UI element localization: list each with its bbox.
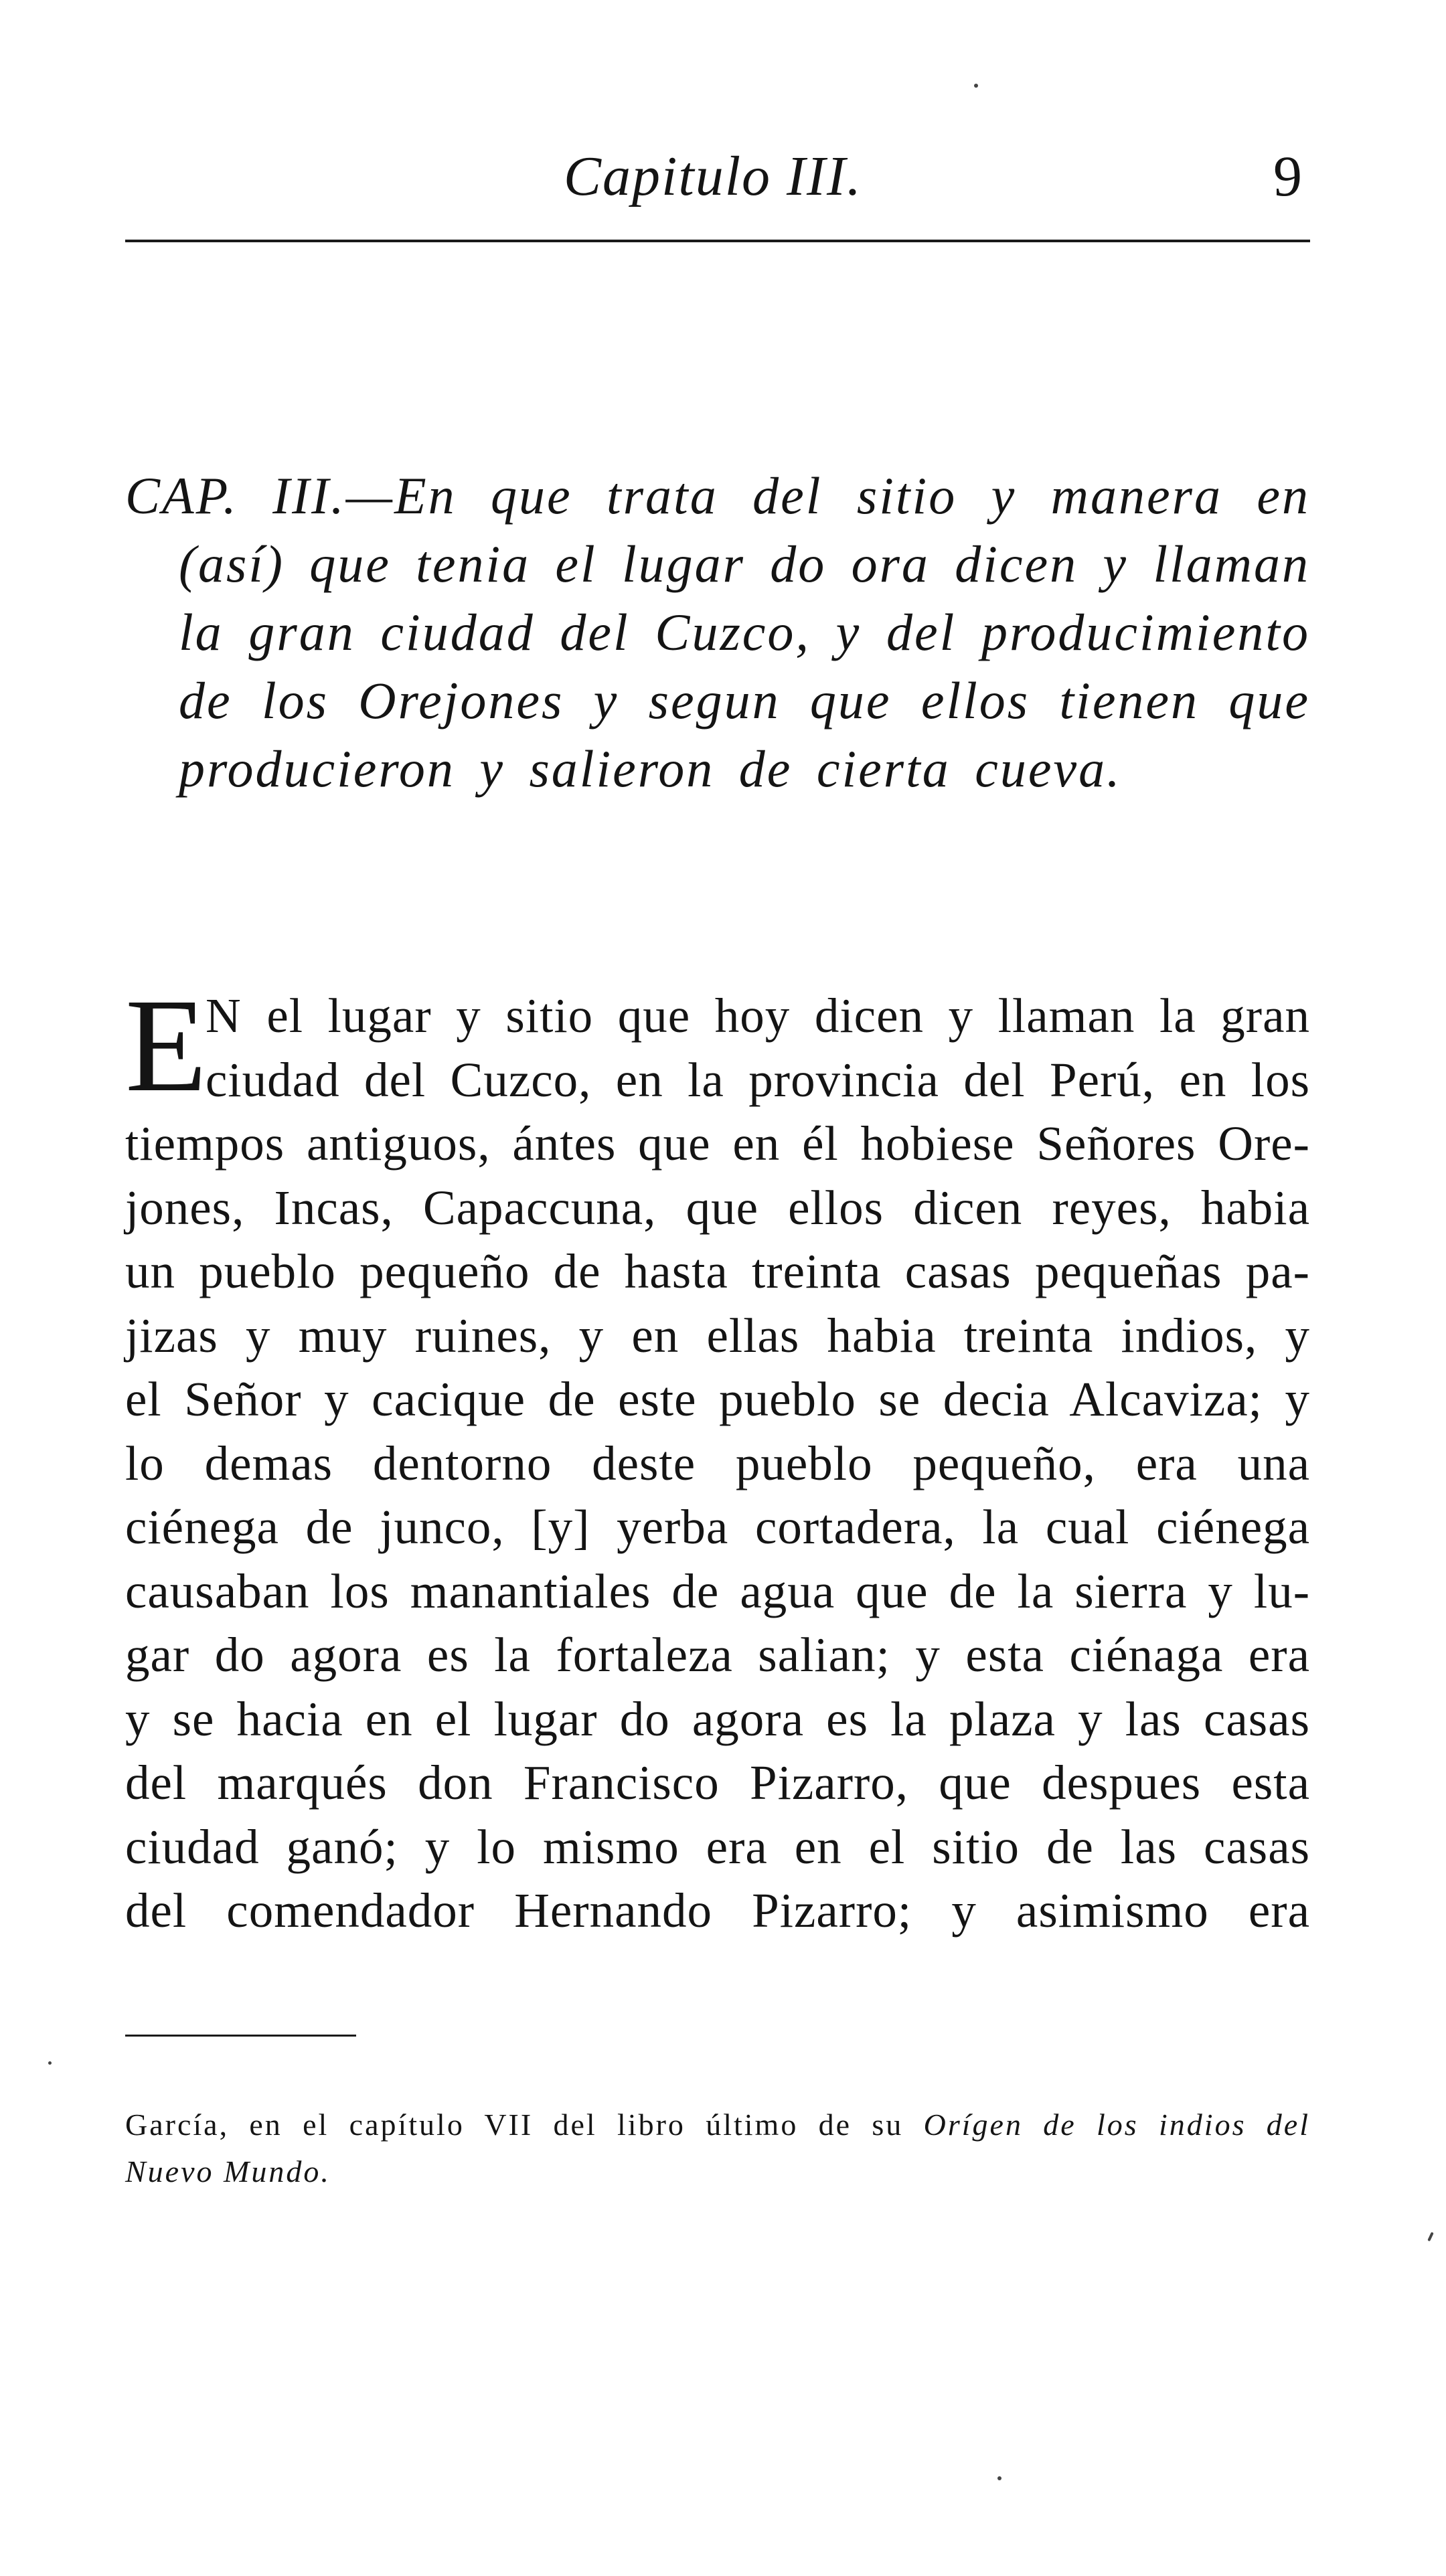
chapter-heading-line: producieron y salieron de cierta cueva. <box>179 740 1122 798</box>
body-line: del comendador Hernando Pizarro; y asimismo era <box>125 1883 1310 1938</box>
footnote <box>125 2101 1310 2195</box>
body-line: ciudad del Cuzco, en la provincia del Perú, en los <box>206 1052 1310 1107</box>
small-caps-lead: N <box>206 989 242 1043</box>
footnote-rule <box>125 2035 356 2037</box>
chapter-heading-line: la gran ciudad del Cuzco, y del producimiento <box>179 603 1310 661</box>
body-line: tiempos antiguos, ántes que en él hobiese Señores Ore- <box>125 1116 1310 1171</box>
scan-speck <box>48 2061 52 2065</box>
chapter-heading-line: CAP. III.—En que trata del sitio y manera en <box>125 466 1310 525</box>
footnote-text: García, en el capítulo VII del libro último de su <box>125 2108 904 2142</box>
chapter-heading-line: de los Orejones y segun que ellos tienen que <box>179 671 1310 729</box>
body-line: ciénega de junco, [y] yerba cortadera, la cual ciénega <box>125 1500 1310 1554</box>
body-paragraph <box>125 972 1311 1943</box>
scan-speck <box>1427 2232 1434 2241</box>
body-line: gar do agora es la fortaleza salian; y esta ciénaga era <box>125 1628 1310 1682</box>
running-title: Capitulo III. <box>564 145 862 207</box>
body-line: jones, Incas, Capaccuna, que ellos dicen reyes, habia <box>125 1180 1310 1235</box>
footnote-title-cont: Nuevo Mundo. <box>125 2154 331 2188</box>
scan-speck <box>974 84 978 88</box>
body-line: causaban los manantiales de agua que de la sierra y lu- <box>125 1563 1310 1618</box>
scan-speck <box>997 2476 1001 2480</box>
footnote-line <box>125 2101 1310 2148</box>
chapter-heading-line: (así) que tenia el lugar do ora dicen y llaman <box>179 535 1310 593</box>
body-line: el Señor y cacique de este pueblo se decia Alcaviza; y <box>125 1372 1310 1426</box>
body-line: un pueblo pequeño de hasta treinta casas pequeñas pa- <box>125 1244 1310 1298</box>
header-rule <box>125 240 1310 242</box>
body-line <box>125 984 1310 1048</box>
body-line-text: el lugar y sitio que hoy dicen y llaman la gran <box>266 989 1311 1043</box>
footnote-line <box>125 2148 1310 2195</box>
body-line: y se hacia en el lugar do agora es la plaza y las casas <box>125 1691 1310 1746</box>
footnote-title: Orígen de los indios del <box>923 2108 1311 2142</box>
chapter-heading <box>125 462 1310 803</box>
running-header <box>125 137 1310 218</box>
page-number: 9 <box>1273 144 1302 208</box>
body-line: lo demas dentorno deste pueblo pequeño, era una <box>125 1436 1310 1490</box>
body-line: del marqués don Francisco Pizarro, que despues esta <box>125 1755 1310 1810</box>
body-line: jizas y muy ruines, y en ellas habia treinta indios, y <box>125 1308 1310 1363</box>
drop-cap: E <box>125 972 208 1120</box>
body-line: ciudad ganó; y lo mismo era en el sitio de las casas <box>125 1819 1310 1874</box>
